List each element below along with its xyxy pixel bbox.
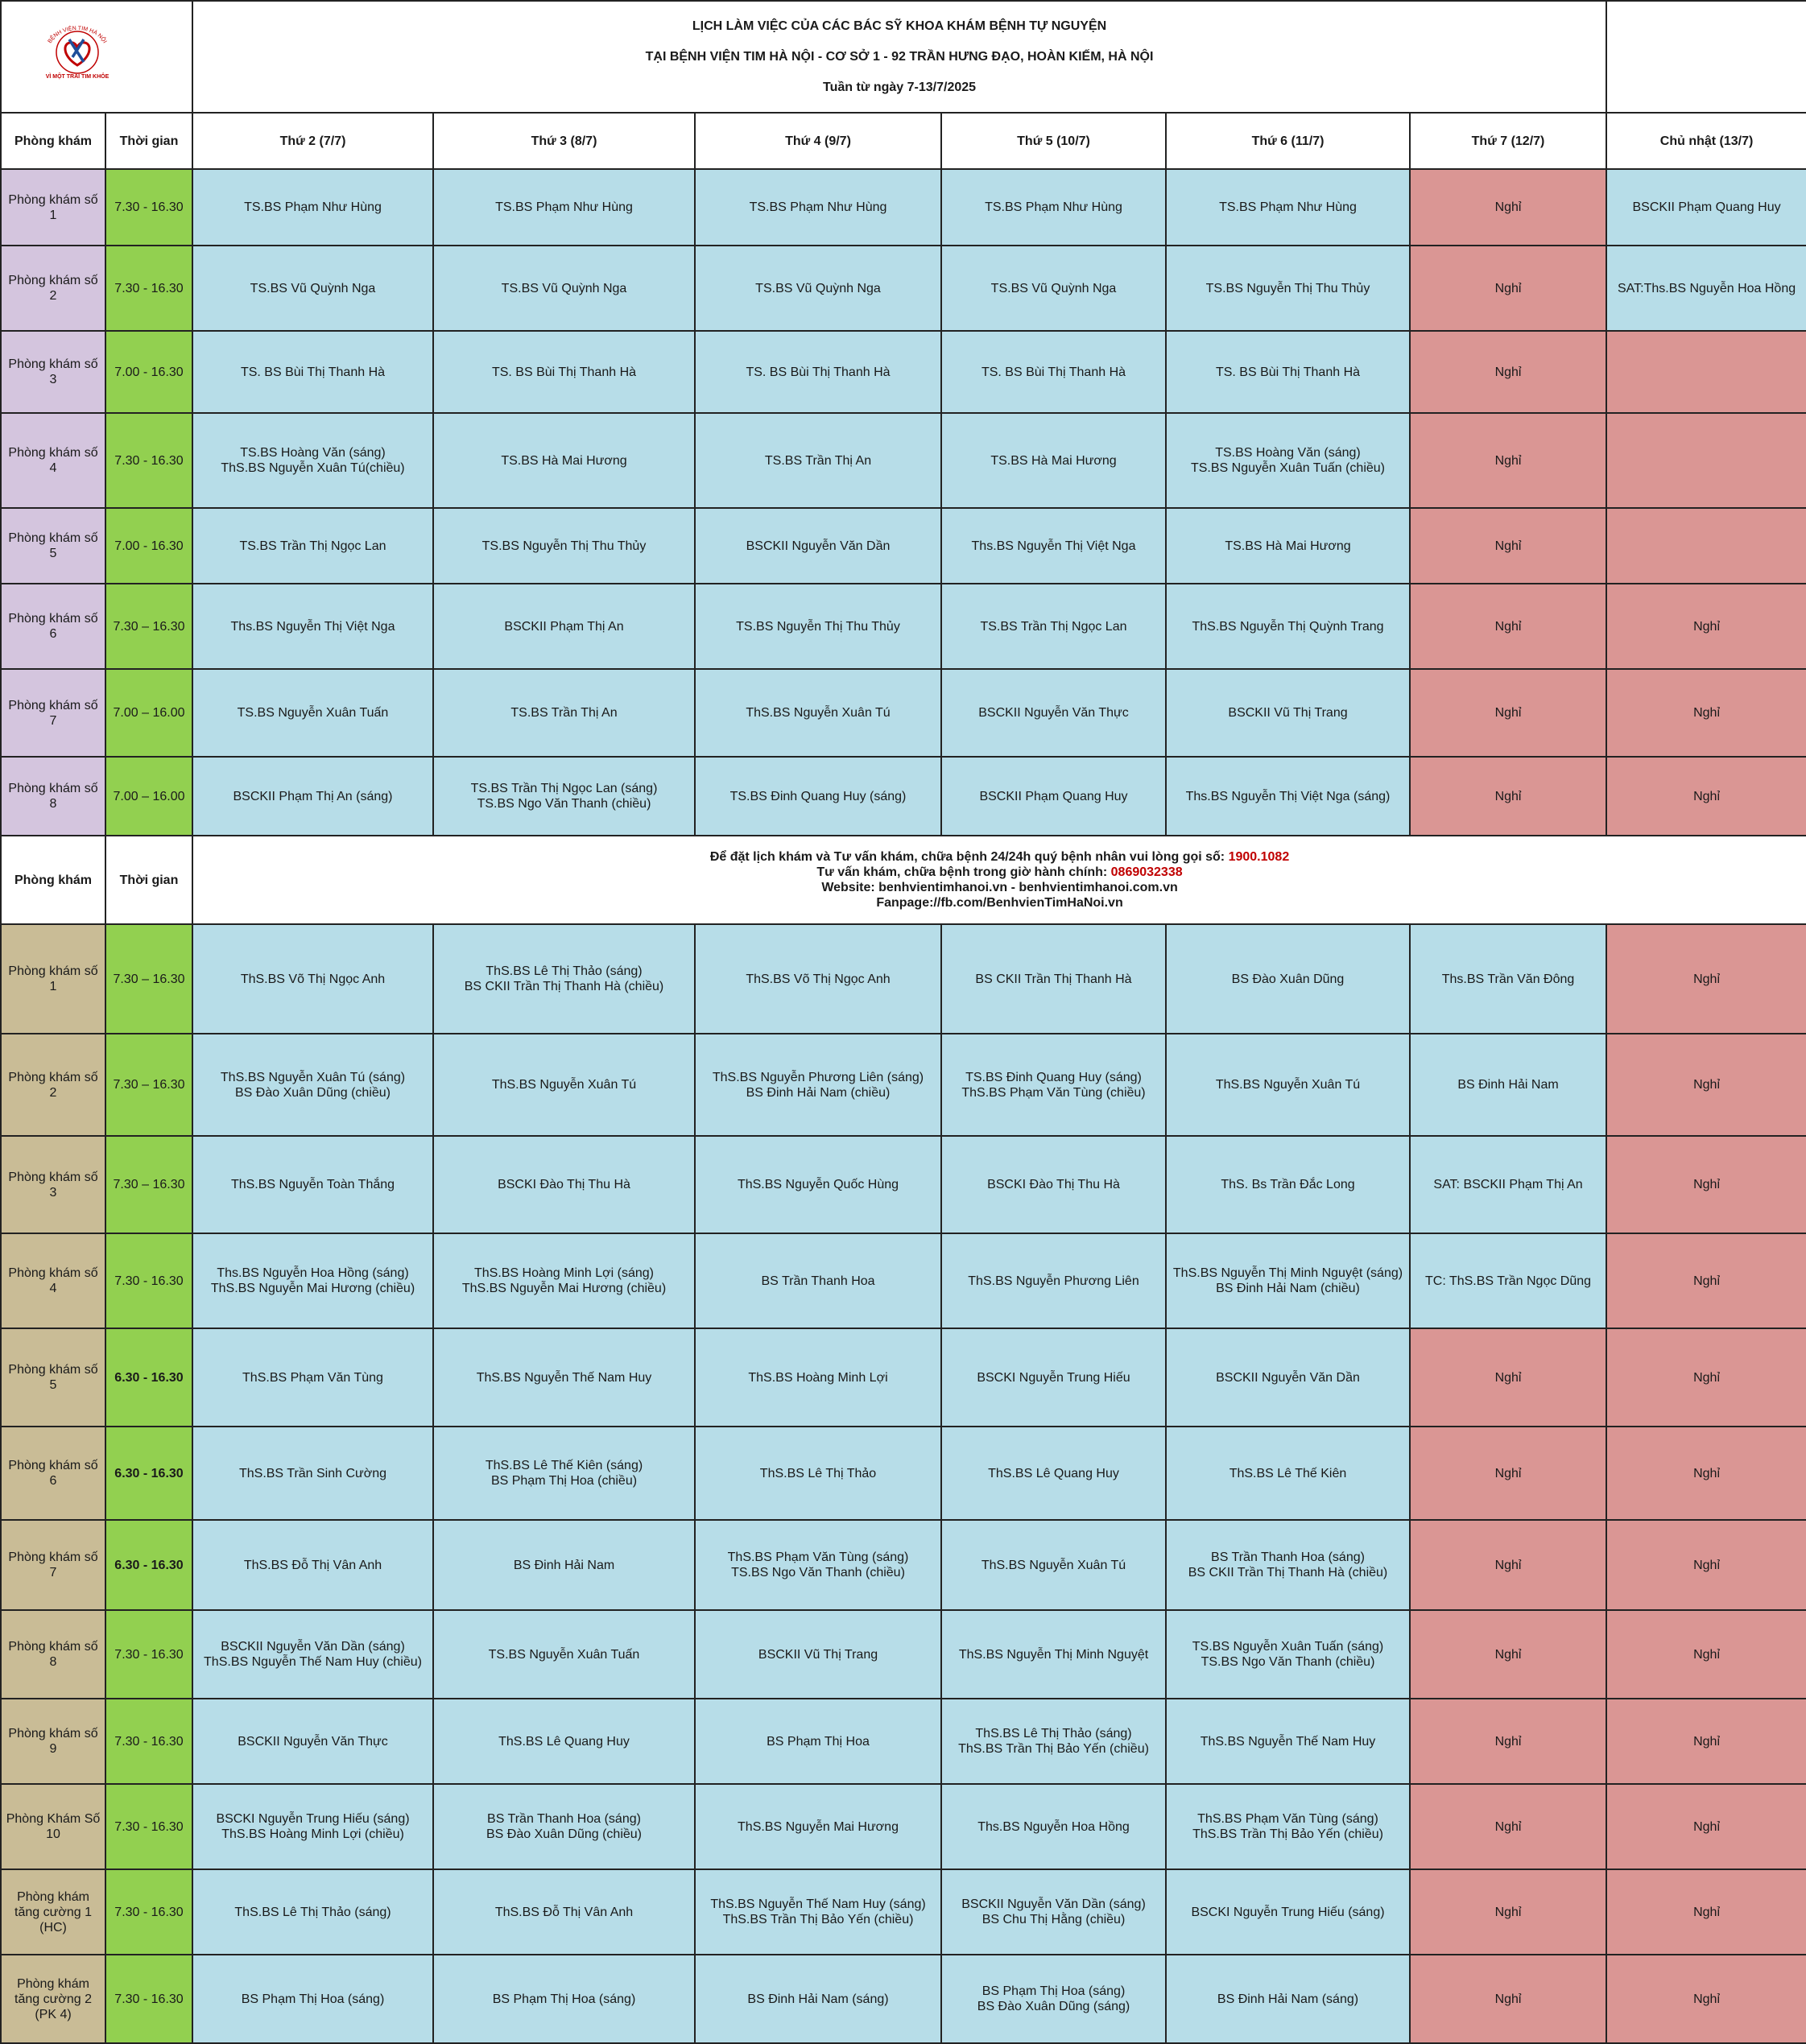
room-name: Phòng khám số 1 — [1, 169, 105, 246]
day-off-cell: Nghỉ — [1606, 1233, 1806, 1328]
doctor-cell: TS.BS Phạm Như Hùng — [941, 169, 1166, 246]
day-off-cell: Nghỉ — [1410, 1427, 1606, 1520]
page-subtitle: TẠI BỆNH VIỆN TIM HÀ NỘI - CƠ SỞ 1 - 92 TRẦN HƯNG ĐẠO, HOÀN KIẾM, HÀ NỘI — [645, 50, 1154, 64]
doctor-cell: ThS.BS Nguyễn Xuân Tú — [433, 1034, 695, 1136]
title-row — [1, 1, 1806, 113]
day-off-cell: Nghỉ — [1606, 1427, 1806, 1520]
doctor-cell: ThS.BS Nguyễn Quốc Hùng — [695, 1136, 941, 1233]
doctor-cell: TS.BS Vũ Quỳnh Nga — [941, 246, 1166, 331]
room-name: Phòng khám số 6 — [1, 1427, 105, 1520]
doctor-cell: BSCKI Đào Thị Thu Hà — [433, 1136, 695, 1233]
table-row — [1, 169, 1806, 246]
doctor-cell: BSCKI Nguyễn Trung Hiếu (sáng) ThS.BS Hoàng Minh Lợi (chiều) — [192, 1784, 433, 1869]
time-slot: 7.30 - 16.30 — [105, 246, 192, 331]
doctor-cell: ThS.BS Nguyễn Thế Nam Huy — [433, 1328, 695, 1427]
hospital-logo — [37, 10, 118, 80]
doctor-cell: ThS. Bs Trần Đắc Long — [1166, 1136, 1410, 1233]
doctor-cell: BSCKII Vũ Thị Trang — [1166, 669, 1410, 757]
column-header-room: Phòng khám — [1, 836, 105, 924]
day-off-cell: Nghỉ — [1606, 1328, 1806, 1427]
time-slot: 7.30 - 16.30 — [105, 413, 192, 508]
doctor-cell: BSCKII Nguyễn Văn Thực — [192, 1699, 433, 1784]
room-name: Phòng khám số 5 — [1, 508, 105, 584]
doctor-cell: TS.BS Vũ Quỳnh Nga — [433, 246, 695, 331]
doctor-cell: BS Phạm Thị Hoa (sáng) BS Đào Xuân Dũng (sáng) — [941, 1955, 1166, 2043]
doctor-cell: TS.BS Trần Thị Ngọc Lan — [192, 508, 433, 584]
doctor-cell: SAT:Ths.BS Nguyễn Hoa Hồng — [1606, 246, 1806, 331]
doctor-cell: TS.BS Phạm Như Hùng — [695, 169, 941, 246]
time-slot: 7.30 - 16.30 — [105, 1699, 192, 1784]
doctor-cell: BS Phạm Thị Hoa — [695, 1699, 941, 1784]
table-row — [1, 584, 1806, 669]
doctor-cell: BS Trần Thanh Hoa — [695, 1233, 941, 1328]
doctor-cell: TS. BS Bùi Thị Thanh Hà — [941, 331, 1166, 413]
time-slot: 7.30 – 16.30 — [105, 1034, 192, 1136]
doctor-cell: ThS.BS Nguyễn Xuân Tú — [941, 1520, 1166, 1610]
time-slot: 7.00 – 16.00 — [105, 757, 192, 836]
day-off-cell: Nghỉ — [1606, 1610, 1806, 1699]
doctor-cell: ThS.BS Nguyễn Xuân Tú — [1166, 1034, 1410, 1136]
time-slot: 6.30 - 16.30 — [105, 1520, 192, 1610]
doctor-cell: TS.BS Hoàng Văn (sáng) ThS.BS Nguyễn Xuân Tú(chiều) — [192, 413, 433, 508]
doctor-cell: TS.BS Nguyễn Thị Thu Thủy — [433, 508, 695, 584]
table-row — [1, 1034, 1806, 1136]
day-off-cell: Nghỉ — [1410, 1610, 1606, 1699]
doctor-cell: TS.BS Phạm Như Hùng — [433, 169, 695, 246]
room-name: Phòng khám số 2 — [1, 246, 105, 331]
doctor-cell: ThS.BS Nguyễn Thế Nam Huy (sáng) ThS.BS Trần Thị Bảo Yến (chiều) — [695, 1869, 941, 1955]
doctor-cell: TS. BS Bùi Thị Thanh Hà — [192, 331, 433, 413]
doctor-cell: Ths.BS Nguyễn Thị Việt Nga — [192, 584, 433, 669]
doctor-cell: TS.BS Phạm Như Hùng — [1166, 169, 1410, 246]
doctor-cell: BSCKII Phạm Thị An — [433, 584, 695, 669]
doctor-cell: BSCKII Vũ Thị Trang — [695, 1610, 941, 1699]
doctor-cell: Ths.BS Nguyễn Hoa Hồng — [941, 1784, 1166, 1869]
doctor-cell: TS.BS Hoàng Văn (sáng) TS.BS Nguyễn Xuân Tuấn (chiều) — [1166, 413, 1410, 508]
table-row — [1, 1233, 1806, 1328]
day-off-cell: Nghỉ — [1606, 584, 1806, 669]
day-off-cell: Nghỉ — [1606, 757, 1806, 836]
day-off-cell: Nghỉ — [1410, 1955, 1606, 2043]
time-slot: 7.30 - 16.30 — [105, 169, 192, 246]
doctor-cell: ThS.BS Lê Thế Kiên — [1166, 1427, 1410, 1520]
doctor-cell: TS. BS Bùi Thị Thanh Hà — [1166, 331, 1410, 413]
doctor-cell: ThS.BS Lê Thị Thảo — [695, 1427, 941, 1520]
doctor-cell: TS.BS Đinh Quang Huy (sáng) — [695, 757, 941, 836]
day-off-cell: Nghỉ — [1410, 413, 1606, 508]
doctor-cell: BS Trần Thanh Hoa (sáng) BS CKII Trần Thị Thanh Hà (chiều) — [1166, 1520, 1410, 1610]
table-row — [1, 669, 1806, 757]
day-off-cell: Nghỉ — [1606, 1699, 1806, 1784]
doctor-cell: BSCKI Nguyễn Trung Hiếu — [941, 1328, 1166, 1427]
doctor-cell: TS.BS Vũ Quỳnh Nga — [192, 246, 433, 331]
time-slot: 7.30 – 16.30 — [105, 1136, 192, 1233]
logo-cell — [1, 1, 192, 113]
column-header-row — [1, 113, 1806, 169]
table-row — [1, 413, 1806, 508]
column-header-day: Thứ 6 (11/7) — [1166, 113, 1410, 169]
column-header-day: Thứ 3 (8/7) — [433, 113, 695, 169]
doctor-cell: ThS.BS Hoàng Minh Lợi — [695, 1328, 941, 1427]
doctor-cell: BSCKII Nguyễn Văn Dần — [1166, 1328, 1410, 1427]
booking-hotline: Để đặt lịch khám và Tư vấn khám, chữa bệnh 24/24h quý bệnh nhân vui lòng gọi số: 1900.1082 — [709, 850, 1290, 864]
time-slot: 6.30 - 16.30 — [105, 1427, 192, 1520]
table-row — [1, 1520, 1806, 1610]
table-row — [1, 1784, 1806, 1869]
doctor-cell: ThS.BS Phạm Văn Tùng (sáng) ThS.BS Trần Thị Bảo Yến (chiều) — [1166, 1784, 1410, 1869]
doctor-cell: TS.BS Nguyễn Thị Thu Thủy — [1166, 246, 1410, 331]
room-name: Phòng khám số 7 — [1, 669, 105, 757]
day-off-cell: Nghỉ — [1606, 1869, 1806, 1955]
doctor-cell: BS CKII Trần Thị Thanh Hà — [941, 924, 1166, 1034]
svg-text:BỆNH VIỆN TIM HÀ NỘI: BỆNH VIỆN TIM HÀ NỘI — [47, 25, 108, 45]
svg-text:VÌ MỘT TRÁI TIM KHỎE: VÌ MỘT TRÁI TIM KHỎE — [45, 74, 110, 80]
info-row — [1, 836, 1806, 924]
doctor-cell: TS. BS Bùi Thị Thanh Hà — [433, 331, 695, 413]
doctor-cell: BSCKII Nguyễn Văn Thực — [941, 669, 1166, 757]
time-slot: 7.30 - 16.30 — [105, 1610, 192, 1699]
doctor-cell: BS Phạm Thị Hoa (sáng) — [433, 1955, 695, 2043]
office-hotline: Tư vấn khám, chữa bệnh trong giờ hành chính: 0869032338 — [816, 865, 1183, 879]
doctor-cell: ThS.BS Nguyễn Thị Minh Nguyệt (sáng) BS Đinh Hải Nam (chiều) — [1166, 1233, 1410, 1328]
website-link[interactable]: Website: benhvientimhanoi.vn - benhvientimhanoi.com.vn — [821, 881, 1178, 894]
room-name: Phòng khám số 7 — [1, 1520, 105, 1610]
table-row — [1, 924, 1806, 1034]
doctor-cell: Ths.BS Trần Văn Đông — [1410, 924, 1606, 1034]
room-name: Phòng khám số 4 — [1, 413, 105, 508]
time-slot: 7.30 - 16.30 — [105, 1869, 192, 1955]
table-row — [1, 1699, 1806, 1784]
week-range: Tuần từ ngày 7-13/7/2025 — [823, 81, 977, 94]
day-off-cell: Nghỉ — [1410, 1328, 1606, 1427]
doctor-cell: BS Đinh Hải Nam (sáng) — [1166, 1955, 1410, 2043]
table-row — [1, 1955, 1806, 2043]
day-off-cell: Nghỉ — [1606, 1784, 1806, 1869]
doctor-cell: BS Đào Xuân Dũng — [1166, 924, 1410, 1034]
time-slot: 7.30 – 16.30 — [105, 584, 192, 669]
table-row — [1, 1869, 1806, 1955]
doctor-cell: ThS.BS Nguyễn Mai Hương — [695, 1784, 941, 1869]
column-header-day: Chủ nhật (13/7) — [1606, 113, 1806, 169]
doctor-cell: ThS.BS Đỗ Thị Vân Anh — [192, 1520, 433, 1610]
doctor-cell: BSCKI Nguyễn Trung Hiếu (sáng) — [1166, 1869, 1410, 1955]
doctor-cell: ThS.BS Nguyễn Toàn Thắng — [192, 1136, 433, 1233]
doctor-cell: ThS.BS Nguyễn Xuân Tú — [695, 669, 941, 757]
day-off-cell: Nghỉ — [1606, 1136, 1806, 1233]
time-slot: 7.00 - 16.30 — [105, 331, 192, 413]
column-header-day: Thứ 2 (7/7) — [192, 113, 433, 169]
table-row — [1, 508, 1806, 584]
table-row — [1, 1136, 1806, 1233]
day-off-cell — [1606, 413, 1806, 508]
doctor-cell: Ths.BS Nguyễn Hoa Hồng (sáng) ThS.BS Nguyễn Mai Hương (chiều) — [192, 1233, 433, 1328]
day-off-cell: Nghỉ — [1410, 246, 1606, 331]
doctor-cell: ThS.BS Lê Quang Huy — [941, 1427, 1166, 1520]
day-off-cell: Nghỉ — [1410, 1869, 1606, 1955]
column-header-day: Thứ 7 (12/7) — [1410, 113, 1606, 169]
doctor-cell: ThS.BS Hoàng Minh Lợi (sáng) ThS.BS Nguyễn Mai Hương (chiều) — [433, 1233, 695, 1328]
doctor-cell: TS.BS Hà Mai Hương — [941, 413, 1166, 508]
doctor-cell: TS.BS Nguyễn Xuân Tuấn — [433, 1610, 695, 1699]
table-row — [1, 331, 1806, 413]
contact-info — [192, 836, 1806, 924]
column-header-time: Thời gian — [105, 836, 192, 924]
room-name: Phòng khám số 4 — [1, 1233, 105, 1328]
table-row — [1, 1328, 1806, 1427]
doctor-cell: ThS.BS Lê Quang Huy — [433, 1699, 695, 1784]
room-name: Phòng khám số 9 — [1, 1699, 105, 1784]
doctor-cell: Ths.BS Nguyễn Thị Việt Nga — [941, 508, 1166, 584]
doctor-cell: TS.BS Nguyễn Xuân Tuấn (sáng) TS.BS Ngo Văn Thanh (chiều) — [1166, 1610, 1410, 1699]
doctor-cell: ThS.BS Phạm Văn Tùng (sáng) TS.BS Ngo Văn Thanh (chiều) — [695, 1520, 941, 1610]
table-row — [1, 1610, 1806, 1699]
doctor-cell: TS.BS Nguyễn Thị Thu Thủy — [695, 584, 941, 669]
room-name: Phòng khám số 2 — [1, 1034, 105, 1136]
doctor-cell: BSCKII Nguyễn Văn Dần (sáng) BS Chu Thị Hằng (chiều) — [941, 1869, 1166, 1955]
room-name: Phòng Khám Số 10 — [1, 1784, 105, 1869]
day-off-cell: Nghỉ — [1410, 669, 1606, 757]
day-off-cell: Nghỉ — [1606, 669, 1806, 757]
doctor-cell: ThS.BS Võ Thị Ngọc Anh — [695, 924, 941, 1034]
doctor-cell: TS.BS Phạm Như Hùng — [192, 169, 433, 246]
day-off-cell: Nghỉ — [1410, 1784, 1606, 1869]
room-name: Phòng khám số 5 — [1, 1328, 105, 1427]
day-off-cell: Nghỉ — [1410, 331, 1606, 413]
doctor-cell: BS Đinh Hải Nam (sáng) — [695, 1955, 941, 2043]
fanpage-link[interactable]: Fanpage://fb.com/BenhvienTimHaNoi.vn — [876, 896, 1123, 910]
doctor-cell: TS. BS Bùi Thị Thanh Hà — [695, 331, 941, 413]
doctor-cell: ThS.BS Nguyễn Thị Quỳnh Trang — [1166, 584, 1410, 669]
room-name: Phòng khám số 1 — [1, 924, 105, 1034]
doctor-cell: TS.BS Trần Thị Ngọc Lan (sáng) TS.BS Ngo Văn Thanh (chiều) — [433, 757, 695, 836]
office-phone-number[interactable]: 0869032338 — [1110, 865, 1183, 879]
day-off-cell — [1606, 331, 1806, 413]
time-slot: 7.30 - 16.30 — [105, 1955, 192, 2043]
doctor-cell: ThS.BS Nguyễn Phương Liên (sáng) BS Đinh Hải Nam (chiều) — [695, 1034, 941, 1136]
doctor-cell: ThS.BS Nguyễn Thế Nam Huy — [1166, 1699, 1410, 1784]
time-slot: 7.00 – 16.00 — [105, 669, 192, 757]
time-slot: 7.30 – 16.30 — [105, 924, 192, 1034]
doctor-cell: BS Đinh Hải Nam — [1410, 1034, 1606, 1136]
time-slot: 6.30 - 16.30 — [105, 1328, 192, 1427]
column-header-time: Thời gian — [105, 113, 192, 169]
day-off-cell: Nghỉ — [1606, 1034, 1806, 1136]
room-name: Phòng khám tăng cường 1 (HC) — [1, 1869, 105, 1955]
doctor-cell: BSCKII Phạm Quang Huy — [1606, 169, 1806, 246]
room-name: Phòng khám tăng cường 2 (PK 4) — [1, 1955, 105, 2043]
day-off-cell: Nghỉ — [1410, 169, 1606, 246]
room-name: Phòng khám số 8 — [1, 1610, 105, 1699]
doctor-cell: ThS.BS Lê Thị Thảo (sáng) ThS.BS Trần Thị Bảo Yến (chiều) — [941, 1699, 1166, 1784]
doctor-cell: BSCKII Phạm Thị An (sáng) — [192, 757, 433, 836]
doctor-cell: TC: ThS.BS Trần Ngọc Dũng — [1410, 1233, 1606, 1328]
doctor-cell: TS.BS Vũ Quỳnh Nga — [695, 246, 941, 331]
day-off-cell: Nghỉ — [1410, 584, 1606, 669]
doctor-cell: ThS.BS Nguyễn Xuân Tú (sáng) BS Đào Xuân Dũng (chiều) — [192, 1034, 433, 1136]
doctor-cell: BSCKI Đào Thị Thu Hà — [941, 1136, 1166, 1233]
doctor-cell: ThS.BS Võ Thị Ngọc Anh — [192, 924, 433, 1034]
doctor-cell: BSCKII Nguyễn Văn Dần (sáng) ThS.BS Nguyễn Thế Nam Huy (chiều) — [192, 1610, 433, 1699]
day-off-cell: Nghỉ — [1410, 757, 1606, 836]
doctor-cell: BSCKII Phạm Quang Huy — [941, 757, 1166, 836]
doctor-cell: BS Phạm Thị Hoa (sáng) — [192, 1955, 433, 2043]
table-row — [1, 757, 1806, 836]
doctor-cell: ThS.BS Trần Sinh Cường — [192, 1427, 433, 1520]
column-header-room: Phòng khám — [1, 113, 105, 169]
doctor-cell: ThS.BS Lê Thị Thảo (sáng) BS CKII Trần Thị Thanh Hà (chiều) — [433, 924, 695, 1034]
doctor-cell: TS.BS Đinh Quang Huy (sáng) ThS.BS Phạm Văn Tùng (chiều) — [941, 1034, 1166, 1136]
time-slot: 7.00 - 16.30 — [105, 508, 192, 584]
day-off-cell: Nghỉ — [1606, 1955, 1806, 2043]
day-off-cell: Nghỉ — [1606, 1520, 1806, 1610]
title-blank-cell — [1606, 1, 1806, 113]
doctor-cell: ThS.BS Lê Thế Kiên (sáng) BS Phạm Thị Hoa (chiều) — [433, 1427, 695, 1520]
doctor-cell: BS Trần Thanh Hoa (sáng) BS Đào Xuân Dũng (chiều) — [433, 1784, 695, 1869]
doctor-cell: TS.BS Hà Mai Hương — [433, 413, 695, 508]
doctor-cell: ThS.BS Nguyễn Phương Liên — [941, 1233, 1166, 1328]
doctor-cell: TS.BS Trần Thị Ngọc Lan — [941, 584, 1166, 669]
table-row — [1, 1427, 1806, 1520]
day-off-cell: Nghỉ — [1410, 508, 1606, 584]
doctor-cell: BS Đinh Hải Nam — [433, 1520, 695, 1610]
room-name: Phòng khám số 8 — [1, 757, 105, 836]
time-slot: 7.30 - 16.30 — [105, 1233, 192, 1328]
day-off-cell: Nghỉ — [1606, 924, 1806, 1034]
column-header-day: Thứ 4 (9/7) — [695, 113, 941, 169]
hotline-number[interactable]: 1900.1082 — [1228, 850, 1290, 864]
doctor-cell: Ths.BS Nguyễn Thị Việt Nga (sáng) — [1166, 757, 1410, 836]
time-slot: 7.30 - 16.30 — [105, 1784, 192, 1869]
room-name: Phòng khám số 3 — [1, 1136, 105, 1233]
table-row — [1, 246, 1806, 331]
doctor-cell: ThS.BS Lê Thị Thảo (sáng) — [192, 1869, 433, 1955]
day-off-cell: Nghỉ — [1410, 1520, 1606, 1610]
doctor-cell: ThS.BS Nguyễn Thị Minh Nguyệt — [941, 1610, 1166, 1699]
day-off-cell — [1606, 508, 1806, 584]
doctor-cell: TS.BS Trần Thị An — [695, 413, 941, 508]
doctor-cell: TS.BS Hà Mai Hương — [1166, 508, 1410, 584]
room-name: Phòng khám số 3 — [1, 331, 105, 413]
page-title: LỊCH LÀM VIỆC CỦA CÁC BÁC SỸ KHOA KHÁM BỆNH TỰ NGUYỆN — [692, 19, 1107, 33]
doctor-cell: BSCKII Nguyễn Văn Dần — [695, 508, 941, 584]
title-block — [192, 1, 1606, 113]
day-off-cell: Nghỉ — [1410, 1699, 1606, 1784]
doctor-cell: TS.BS Nguyễn Xuân Tuấn — [192, 669, 433, 757]
column-header-day: Thứ 5 (10/7) — [941, 113, 1166, 169]
doctor-cell: ThS.BS Phạm Văn Tùng — [192, 1328, 433, 1427]
doctor-cell: TS.BS Trần Thị An — [433, 669, 695, 757]
room-name: Phòng khám số 6 — [1, 584, 105, 669]
doctor-cell: SAT: BSCKII Phạm Thị An — [1410, 1136, 1606, 1233]
doctor-cell: ThS.BS Đỗ Thị Vân Anh — [433, 1869, 695, 1955]
